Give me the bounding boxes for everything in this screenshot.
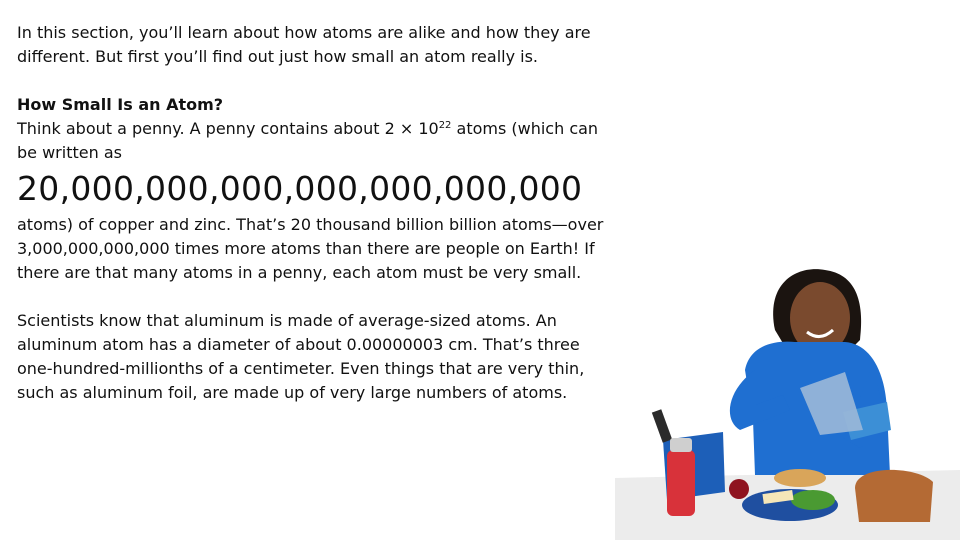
- text-column: [17, 21, 617, 405]
- section-heading: How Small Is an Atom?: [17, 95, 224, 114]
- penny-exponent: 22: [438, 120, 452, 131]
- bottle-cap: [670, 438, 692, 452]
- bread-loaf: [855, 470, 933, 522]
- penny-lead: Think about a penny. A penny contains about 2 × 10: [17, 119, 439, 138]
- aluminum-paragraph: Scientists know that aluminum is made of average-sized atoms. An aluminum atom has a diameter of about 0.00000003 cm. That’s three one-hundred-millionths of a centimeter. Even things that are very thin, such as aluminum foil, are made up of very large numbers of atoms.: [17, 311, 585, 402]
- water-bottle: [667, 450, 695, 516]
- penny-tail: atoms (which can be written as: [17, 119, 599, 162]
- apple: [729, 479, 749, 499]
- lettuce: [791, 490, 835, 510]
- sandwich: [774, 469, 826, 487]
- bag-strap: [652, 409, 672, 442]
- big-number: 20,000,000,000,000,000,000,000: [17, 169, 583, 208]
- penny-paragraph: [17, 117, 617, 165]
- spacer: [17, 69, 617, 93]
- atoms-paragraph: atoms) of copper and zinc. That’s 20 thousand billion billion atoms—over 3,000,000,000,000 times more atoms than there are people on Earth! If there are that many atoms in a penny, each atom must be very small.: [17, 215, 604, 282]
- student-with-foil-photo: [615, 260, 960, 540]
- spacer: [17, 285, 617, 309]
- intro-paragraph: In this section, you’ll learn about how atoms are alike and how they are different. But first you’ll find out just how small an atom really is.: [17, 23, 591, 66]
